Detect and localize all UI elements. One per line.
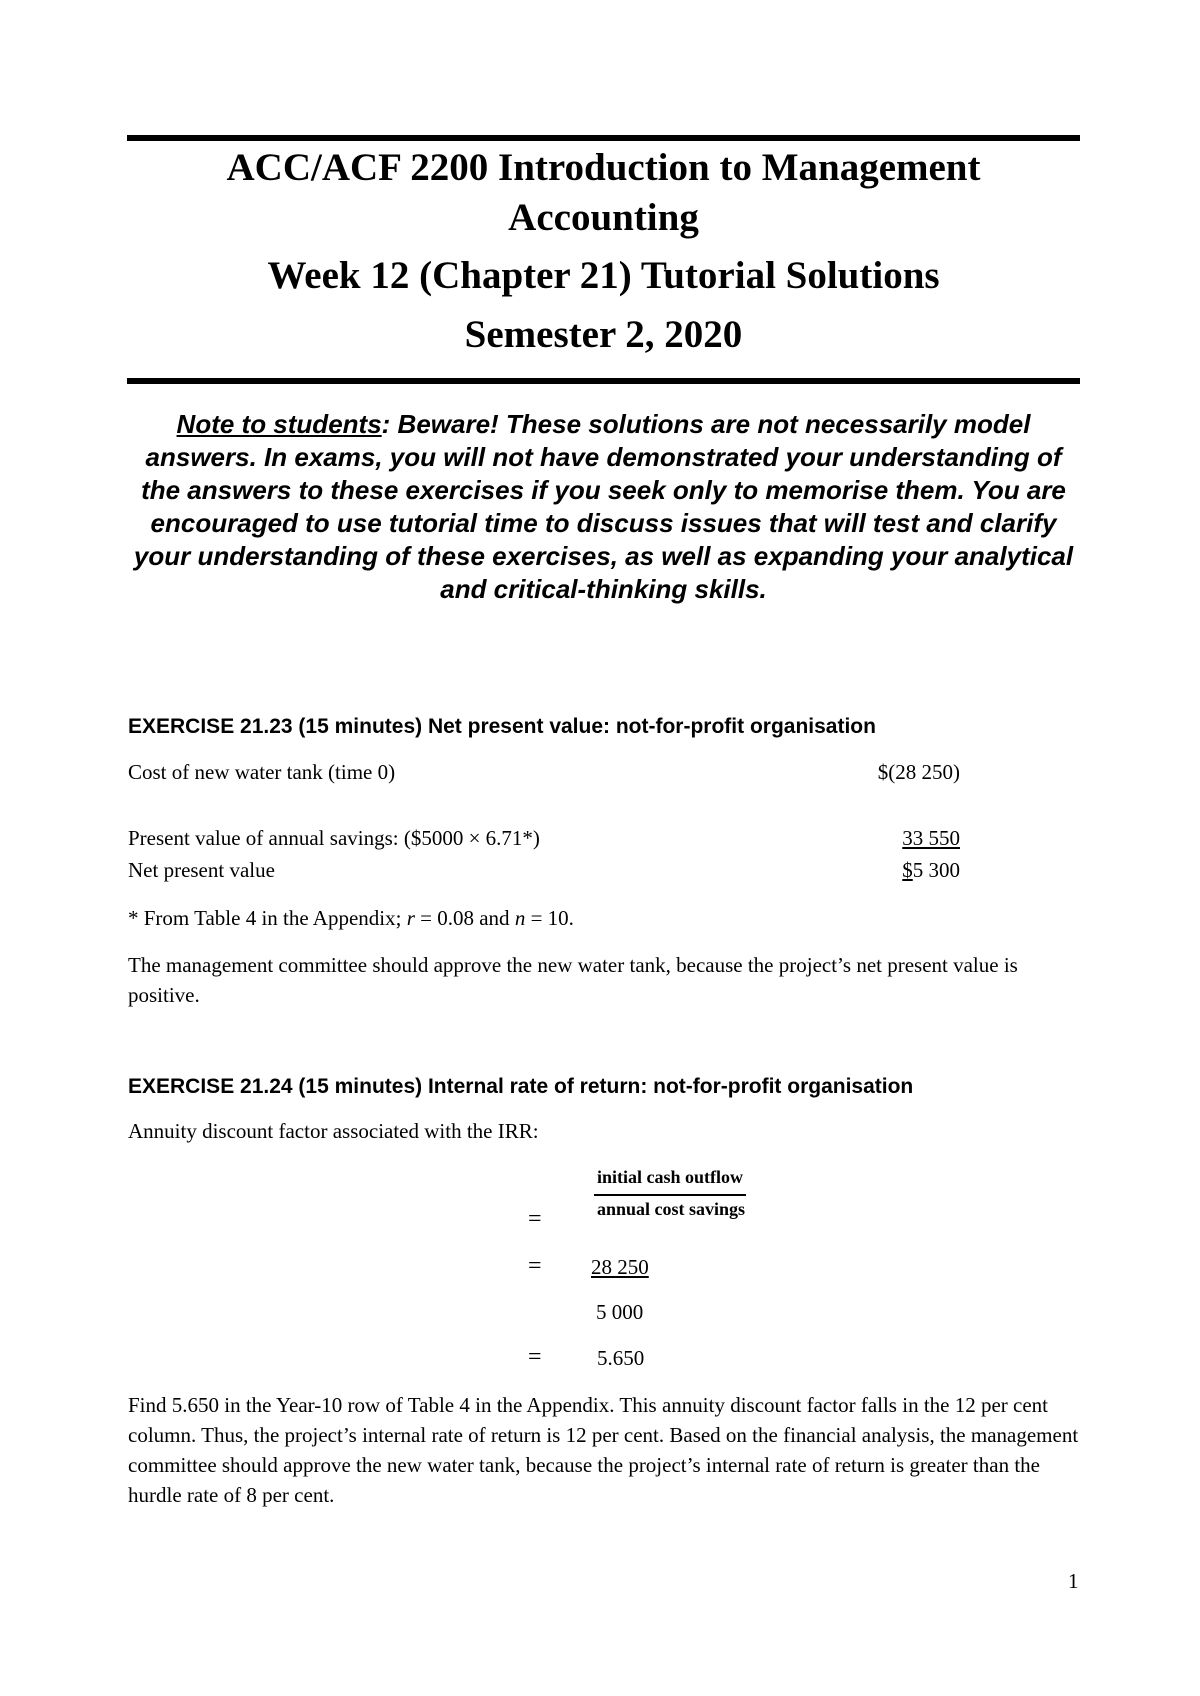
fraction-numerator: initial cash outflow xyxy=(597,1167,744,1187)
equals-sign-3: = xyxy=(528,1344,542,1370)
irr-intro: Annuity discount factor associated with the IRR: xyxy=(128,1119,539,1143)
irr-conclusion: Find 5.650 in the Year-10 row of Table 4 in the Appendix. This annuity discount factor falls in the 12 per cent column. Thus, the project’s internal rate of return is 12 per cent. Based on the financial analysis, the management committee should approve the new water tank, because the project’s internal rate of return is greater than the hurdle rate of 8 per cent. xyxy=(128,1393,1079,1507)
bottom-rule xyxy=(127,378,1080,384)
note-to-students xyxy=(127,408,1080,606)
document-semester: Semester 2, 2020 xyxy=(464,313,743,356)
equals-sign-2: = xyxy=(528,1253,542,1279)
cost-label: Cost of new water tank (time 0) xyxy=(128,760,396,784)
npv-value xyxy=(800,858,960,883)
note-label: Note to students xyxy=(176,409,382,439)
numerator-value: 28 250 xyxy=(591,1255,649,1279)
irr-factor-result: 5.650 xyxy=(597,1346,645,1370)
top-rule xyxy=(127,135,1080,141)
exercise-21-23-heading: EXERCISE 21.23 (15 minutes) Net present value: not-for-profit organisation xyxy=(128,715,876,738)
npv-amount: 5 300 xyxy=(912,858,960,882)
npv-currency: $ xyxy=(902,858,913,882)
table-footnote: * From Table 4 in the Appendix; r = 0.08 and n = 10. xyxy=(128,906,574,930)
document-title xyxy=(127,143,1080,243)
fraction-denominator: annual cost savings xyxy=(597,1199,746,1219)
npv-label: Net present value xyxy=(128,858,275,882)
pv-savings-amount: 33 550 xyxy=(902,826,960,850)
fraction-bar xyxy=(594,1194,746,1196)
title-line-1: ACC/ACF 2200 Introduction to Management xyxy=(226,146,981,189)
note-text: : Beware! These solutions are not necessarily model answers. In exams, you will not have demonstrated your understanding of the answers to these exercises if you seek only to memorise them. You are encouraged to use tutorial time to discuss issues that will test and clarify your understanding of these exercises, as well as expanding your analytical and critical-thinking skills. xyxy=(133,409,1074,604)
npv-conclusion: The management committee should approve the new water tank, because the project’s net present value is positive. xyxy=(128,953,1018,1007)
title-line-2: Accounting xyxy=(508,196,699,239)
pv-savings-label: Present value of annual savings: ($5000 × 6.71*) xyxy=(128,826,540,850)
cost-value: $(28 250) xyxy=(877,760,960,784)
pv-savings-value xyxy=(800,826,960,851)
exercise-21-24-heading: EXERCISE 21.24 (15 minutes) Internal rate of return: not-for-profit organisation xyxy=(128,1075,914,1098)
denominator-value: 5 000 xyxy=(596,1300,644,1324)
equals-sign-1: = xyxy=(528,1206,542,1232)
document-subtitle: Week 12 (Chapter 21) Tutorial Solutions xyxy=(267,254,940,297)
page-number: 1 xyxy=(1068,1569,1079,1593)
